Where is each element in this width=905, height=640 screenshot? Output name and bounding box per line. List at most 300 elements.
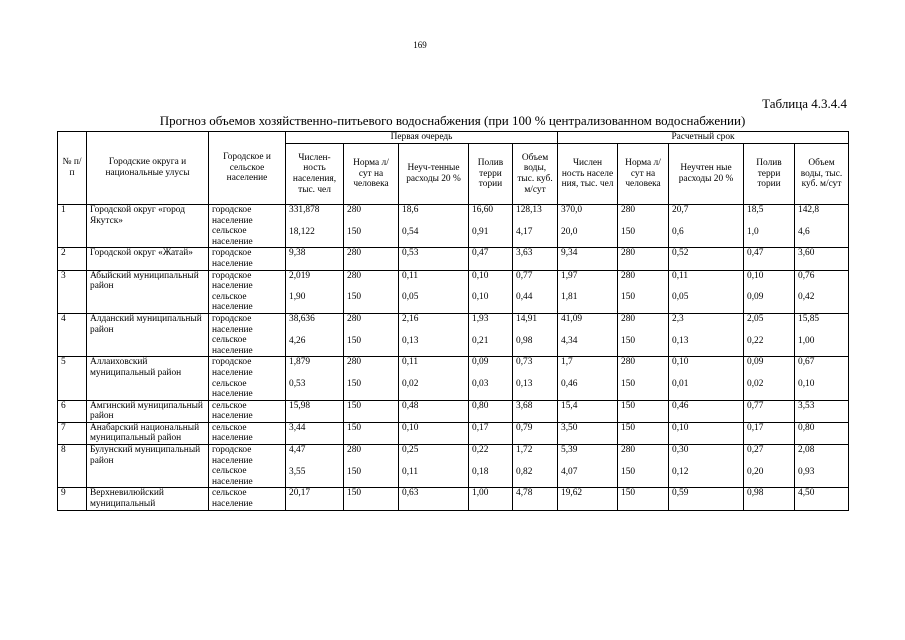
- value: 0,30: [672, 445, 689, 456]
- value: 150: [621, 292, 636, 303]
- value: 150: [621, 488, 636, 499]
- value-cell: [744, 205, 795, 248]
- value: 15,4: [561, 400, 578, 411]
- value-cell: [286, 422, 344, 444]
- value: 0,13: [402, 335, 419, 346]
- district-name: Городской округ «Жатай»: [87, 248, 209, 270]
- value-cell: [618, 248, 669, 270]
- value: 1,00: [798, 335, 815, 346]
- value: 280: [621, 248, 636, 259]
- value: 150: [347, 378, 362, 389]
- value: 280: [347, 205, 362, 215]
- value: 1,81: [561, 292, 578, 303]
- header-district: Городские округа и национальные улусы: [87, 132, 209, 205]
- header-unaccounted: Неучтен ные расходы 20 %: [669, 144, 744, 205]
- value-cell: [469, 205, 513, 248]
- value-cell: [399, 400, 469, 422]
- district-name: Абыйский муниципальный район: [87, 270, 209, 313]
- table-row: [58, 400, 849, 422]
- value: 0,47: [747, 248, 764, 259]
- value-cell: [795, 357, 849, 400]
- header-first-stage: Первая очередь: [286, 132, 558, 144]
- table-row: [58, 270, 849, 313]
- value: 15,85: [798, 313, 820, 324]
- header-irrigation: Полив терри тории: [469, 144, 513, 205]
- population-type-cell: [209, 488, 286, 510]
- value-cell: [513, 270, 558, 313]
- value-cell: [286, 205, 344, 248]
- value: 4,50: [798, 488, 815, 499]
- value-cell: [795, 270, 849, 313]
- value: 0,11: [402, 270, 419, 281]
- value: 4,26: [289, 335, 306, 346]
- value: 0,12: [672, 466, 689, 477]
- value: 20,0: [561, 226, 578, 237]
- value-cell: [344, 445, 399, 488]
- value-cell: [513, 205, 558, 248]
- table-row: [58, 205, 849, 248]
- value: 0,47: [472, 248, 489, 259]
- value: 150: [347, 488, 362, 499]
- value: 0,77: [747, 400, 764, 411]
- value: 0,98: [516, 335, 533, 346]
- value-cell: [618, 205, 669, 248]
- value: 0,21: [472, 335, 489, 346]
- value: 20,7: [672, 205, 689, 215]
- population-type: сельское население: [212, 335, 253, 356]
- value: 0,82: [516, 466, 533, 477]
- value: 0,09: [747, 357, 764, 368]
- value: 280: [621, 445, 636, 456]
- value-cell: [399, 248, 469, 270]
- value: 0,6: [672, 226, 684, 237]
- value: 3,53: [798, 400, 815, 411]
- value-cell: [513, 488, 558, 510]
- value-cell: [399, 488, 469, 510]
- value-cell: [286, 400, 344, 422]
- value: 280: [621, 270, 636, 281]
- value: 1,0: [747, 226, 759, 237]
- value-cell: [744, 422, 795, 444]
- value-cell: [344, 248, 399, 270]
- value-cell: [513, 248, 558, 270]
- population-type-cell: [209, 400, 286, 422]
- value: 38,636: [289, 313, 315, 324]
- value-cell: [469, 445, 513, 488]
- value-cell: [558, 445, 618, 488]
- value: 2,3: [672, 313, 684, 324]
- value-cell: [744, 313, 795, 356]
- value: 0,13: [672, 335, 689, 346]
- header-estimated-period: Расчетный срок: [558, 132, 849, 144]
- population-type-cell: [209, 205, 286, 248]
- value: 150: [621, 400, 636, 411]
- value: 0,59: [672, 488, 689, 499]
- header-population: Числен-ность населения, тыс. чел: [286, 144, 344, 205]
- row-number: 8: [58, 445, 87, 488]
- value: 0,22: [472, 445, 489, 456]
- value: 0,27: [747, 445, 764, 456]
- table-header: [58, 132, 849, 205]
- value: 150: [621, 466, 636, 477]
- header-num: № п/п: [58, 132, 87, 205]
- value-cell: [669, 400, 744, 422]
- value: 150: [347, 466, 362, 477]
- value: 0,02: [747, 378, 764, 389]
- value: 0,09: [747, 292, 764, 303]
- population-type: городское население: [212, 270, 253, 292]
- value-cell: [513, 400, 558, 422]
- population-type: сельское население: [212, 378, 253, 400]
- value: 0,03: [472, 378, 489, 389]
- value: 280: [621, 205, 636, 215]
- header-population-type: Городское и сельское население: [209, 132, 286, 205]
- district-name: Булунский муниципальный район: [87, 445, 209, 488]
- value: 3,50: [561, 422, 578, 433]
- value: 0,09: [472, 357, 489, 368]
- table-row: [58, 313, 849, 356]
- value: 41,09: [561, 313, 583, 324]
- population-type-cell: [209, 422, 286, 444]
- value-cell: [744, 270, 795, 313]
- value-cell: [795, 313, 849, 356]
- value: 150: [621, 335, 636, 346]
- value-cell: [669, 445, 744, 488]
- value-cell: [795, 400, 849, 422]
- value-cell: [286, 488, 344, 510]
- value: 0,46: [672, 400, 689, 411]
- row-number: 6: [58, 400, 87, 422]
- row-number: 7: [58, 422, 87, 444]
- value-cell: [618, 445, 669, 488]
- value: 150: [347, 400, 362, 411]
- value-cell: [669, 205, 744, 248]
- table-row: [58, 357, 849, 400]
- value-cell: [618, 270, 669, 313]
- population-type: городское население: [212, 313, 253, 335]
- value: 150: [347, 292, 362, 303]
- value: 19,62: [561, 488, 583, 499]
- value: 280: [347, 313, 362, 324]
- value-cell: [744, 445, 795, 488]
- value: 9,38: [289, 248, 306, 259]
- value-cell: [344, 488, 399, 510]
- row-number: 4: [58, 313, 87, 356]
- value: 16,60: [472, 205, 494, 215]
- row-number: 1: [58, 205, 87, 248]
- value: 150: [347, 335, 362, 346]
- population-type: городское население: [212, 248, 253, 269]
- value: 0,13: [516, 378, 533, 389]
- population-type: городское население: [212, 445, 253, 466]
- value-cell: [344, 400, 399, 422]
- table-row: [58, 248, 849, 270]
- value-cell: [795, 248, 849, 270]
- value-cell: [513, 357, 558, 400]
- value: 0,10: [472, 270, 489, 281]
- value: 2,16: [402, 313, 419, 324]
- value: 0,48: [402, 400, 419, 411]
- value-cell: [344, 357, 399, 400]
- value: 4,17: [516, 226, 533, 237]
- value: 0,10: [672, 422, 689, 433]
- table-label: Таблица 4.3.4.4: [762, 96, 847, 111]
- row-number: 2: [58, 248, 87, 270]
- value: 18,122: [289, 226, 315, 237]
- population-type: сельское население: [212, 291, 253, 313]
- value: 0,53: [402, 248, 419, 259]
- value: 0,63: [402, 488, 419, 499]
- value: 2,019: [289, 270, 311, 281]
- value: 3,68: [516, 400, 533, 411]
- value: 15,98: [289, 400, 311, 411]
- value: 0,44: [516, 292, 533, 303]
- header-irrigation: Полив терри тории: [744, 144, 795, 205]
- value: 3,44: [289, 422, 306, 433]
- value-cell: [669, 488, 744, 510]
- population-type-cell: [209, 248, 286, 270]
- value: 0,80: [798, 422, 815, 433]
- value: 0,93: [798, 466, 815, 477]
- value-cell: [286, 445, 344, 488]
- value: 331,878: [289, 205, 320, 215]
- value: 150: [621, 422, 636, 433]
- value: 2,08: [798, 445, 815, 456]
- value: 0,22: [747, 335, 764, 346]
- value: 0,54: [402, 226, 419, 237]
- value-cell: [744, 400, 795, 422]
- value: 0,67: [798, 357, 815, 368]
- value: 3,55: [289, 466, 306, 477]
- value-cell: [618, 313, 669, 356]
- value: 0,77: [516, 270, 533, 281]
- value: 0,05: [402, 292, 419, 303]
- value-cell: [558, 422, 618, 444]
- value-cell: [469, 357, 513, 400]
- value: 0,10: [472, 292, 489, 303]
- population-type-cell: [209, 357, 286, 400]
- header-population: Числен ность населе ния, тыс. чел: [558, 144, 618, 205]
- row-number: 5: [58, 357, 87, 400]
- value-cell: [469, 248, 513, 270]
- value: 1,7: [561, 357, 573, 368]
- population-type: сельское население: [212, 226, 253, 247]
- header-norm: Норма л/сут на человека: [618, 144, 669, 205]
- value: 1,90: [289, 292, 306, 303]
- value-cell: [399, 205, 469, 248]
- value: 0,91: [472, 226, 489, 237]
- row-number: 9: [58, 488, 87, 510]
- value: 280: [347, 270, 362, 281]
- value: 0,42: [798, 292, 815, 303]
- value-cell: [344, 313, 399, 356]
- value: 280: [347, 445, 362, 456]
- value-cell: [558, 357, 618, 400]
- district-name: Анабарский национальный муниципальный район: [87, 422, 209, 444]
- value-cell: [558, 400, 618, 422]
- value-cell: [286, 270, 344, 313]
- value: 5,39: [561, 445, 578, 456]
- value: 4,47: [289, 445, 306, 456]
- value: 0,02: [402, 378, 419, 389]
- header-volume: Объем воды, тыс. куб. м/сут: [795, 144, 849, 205]
- value: 0,20: [747, 466, 764, 477]
- population-type-cell: [209, 445, 286, 488]
- value-cell: [618, 357, 669, 400]
- value-cell: [558, 248, 618, 270]
- value: 4,6: [798, 226, 810, 237]
- value: 0,05: [672, 292, 689, 303]
- row-number: 3: [58, 270, 87, 313]
- value: 0,46: [561, 378, 578, 389]
- value: 0,10: [798, 378, 815, 389]
- value: 0,25: [402, 445, 419, 456]
- value-cell: [795, 422, 849, 444]
- value: 18,6: [402, 205, 419, 215]
- header-norm: Норма л/сут на человека: [344, 144, 399, 205]
- value-cell: [469, 400, 513, 422]
- value-cell: [399, 445, 469, 488]
- value: 0,80: [472, 400, 489, 411]
- header-unaccounted: Неуч-тенные расходы 20 %: [399, 144, 469, 205]
- value: 0,10: [672, 357, 689, 368]
- value-cell: [399, 313, 469, 356]
- value: 4,07: [561, 466, 578, 477]
- value-cell: [618, 422, 669, 444]
- value: 0,10: [747, 270, 764, 281]
- value: 1,879: [289, 357, 311, 368]
- value-cell: [469, 488, 513, 510]
- value: 0,11: [672, 270, 689, 281]
- value-cell: [513, 445, 558, 488]
- value-cell: [558, 313, 618, 356]
- value-cell: [344, 422, 399, 444]
- value-cell: [744, 488, 795, 510]
- value: 0,53: [289, 378, 306, 389]
- value: 0,10: [402, 422, 419, 433]
- value: 0,01: [672, 378, 689, 389]
- value-cell: [669, 422, 744, 444]
- value: 280: [621, 357, 636, 368]
- value: 0,18: [472, 466, 489, 477]
- value: 128,13: [516, 205, 542, 215]
- table-title: Прогноз объемов хозяйственно-питьевого водоснабжения (при 100 % централизованном водоснабжении): [159, 113, 746, 128]
- value-cell: [399, 270, 469, 313]
- value: 0,11: [402, 466, 419, 477]
- value: 4,34: [561, 335, 578, 346]
- population-type: сельское население: [212, 400, 253, 422]
- value-cell: [344, 270, 399, 313]
- value: 9,34: [561, 248, 578, 259]
- value-cell: [469, 270, 513, 313]
- value: 1,00: [472, 488, 489, 499]
- value: 280: [347, 357, 362, 368]
- district-name: Алданский муниципальный район: [87, 313, 209, 356]
- value: 18,5: [747, 205, 764, 215]
- population-type: городское население: [212, 205, 253, 226]
- district-name: Аллаиховский муниципальный район: [87, 357, 209, 400]
- value-cell: [669, 270, 744, 313]
- value: 0,98: [747, 488, 764, 499]
- value: 14,91: [516, 313, 538, 324]
- district-name: Городской округ «город Якутск»: [87, 205, 209, 248]
- value: 0,79: [516, 422, 533, 433]
- value-cell: [399, 357, 469, 400]
- value: 370,0: [561, 205, 583, 215]
- table-row: [58, 488, 849, 510]
- value: 0,17: [472, 422, 489, 433]
- value: 1,72: [516, 445, 533, 456]
- forecast-table: [57, 131, 849, 511]
- value: 150: [347, 226, 362, 237]
- district-name: Верхневилюйский муниципальный: [87, 488, 209, 510]
- value: 1,93: [472, 313, 489, 324]
- value: 4,78: [516, 488, 533, 499]
- value-cell: [399, 422, 469, 444]
- header-volume: Объем воды, тыс. куб. м/сут: [513, 144, 558, 205]
- value: 2,05: [747, 313, 764, 324]
- value: 1,97: [561, 270, 578, 281]
- value: 0,11: [402, 357, 419, 368]
- value: 280: [347, 248, 362, 259]
- value: 150: [621, 378, 636, 389]
- value-cell: [286, 357, 344, 400]
- value-cell: [744, 248, 795, 270]
- value: 150: [621, 226, 636, 237]
- value-cell: [669, 313, 744, 356]
- value-cell: [795, 445, 849, 488]
- population-type-cell: [209, 270, 286, 313]
- page-number: 169: [413, 40, 427, 50]
- value-cell: [669, 357, 744, 400]
- value-cell: [513, 422, 558, 444]
- table-row: [58, 445, 849, 488]
- value-cell: [469, 313, 513, 356]
- population-type-cell: [209, 313, 286, 356]
- value-cell: [744, 357, 795, 400]
- value: 150: [347, 422, 362, 433]
- value-cell: [795, 205, 849, 248]
- value: 3,60: [798, 248, 815, 259]
- population-type: сельское население: [212, 488, 253, 510]
- value-cell: [513, 313, 558, 356]
- table-row: [58, 422, 849, 444]
- value-cell: [618, 400, 669, 422]
- value: 0,17: [747, 422, 764, 433]
- value: 280: [621, 313, 636, 324]
- district-name: Амгинский муниципальный район: [87, 400, 209, 422]
- value: 0,76: [798, 270, 815, 281]
- value-cell: [669, 248, 744, 270]
- value: 3,63: [516, 248, 533, 259]
- value-cell: [795, 488, 849, 510]
- value: 0,52: [672, 248, 689, 259]
- value-cell: [344, 205, 399, 248]
- value: 142,8: [798, 205, 820, 215]
- value-cell: [469, 422, 513, 444]
- population-type: городское население: [212, 357, 253, 378]
- value: 20,17: [289, 488, 311, 499]
- table-body: [58, 205, 849, 511]
- value-cell: [286, 248, 344, 270]
- value-cell: [558, 488, 618, 510]
- population-type: сельское население: [212, 466, 253, 487]
- value-cell: [286, 313, 344, 356]
- value-cell: [618, 488, 669, 510]
- value-cell: [558, 205, 618, 248]
- value: 0,73: [516, 357, 533, 368]
- population-type: сельское население: [212, 422, 253, 444]
